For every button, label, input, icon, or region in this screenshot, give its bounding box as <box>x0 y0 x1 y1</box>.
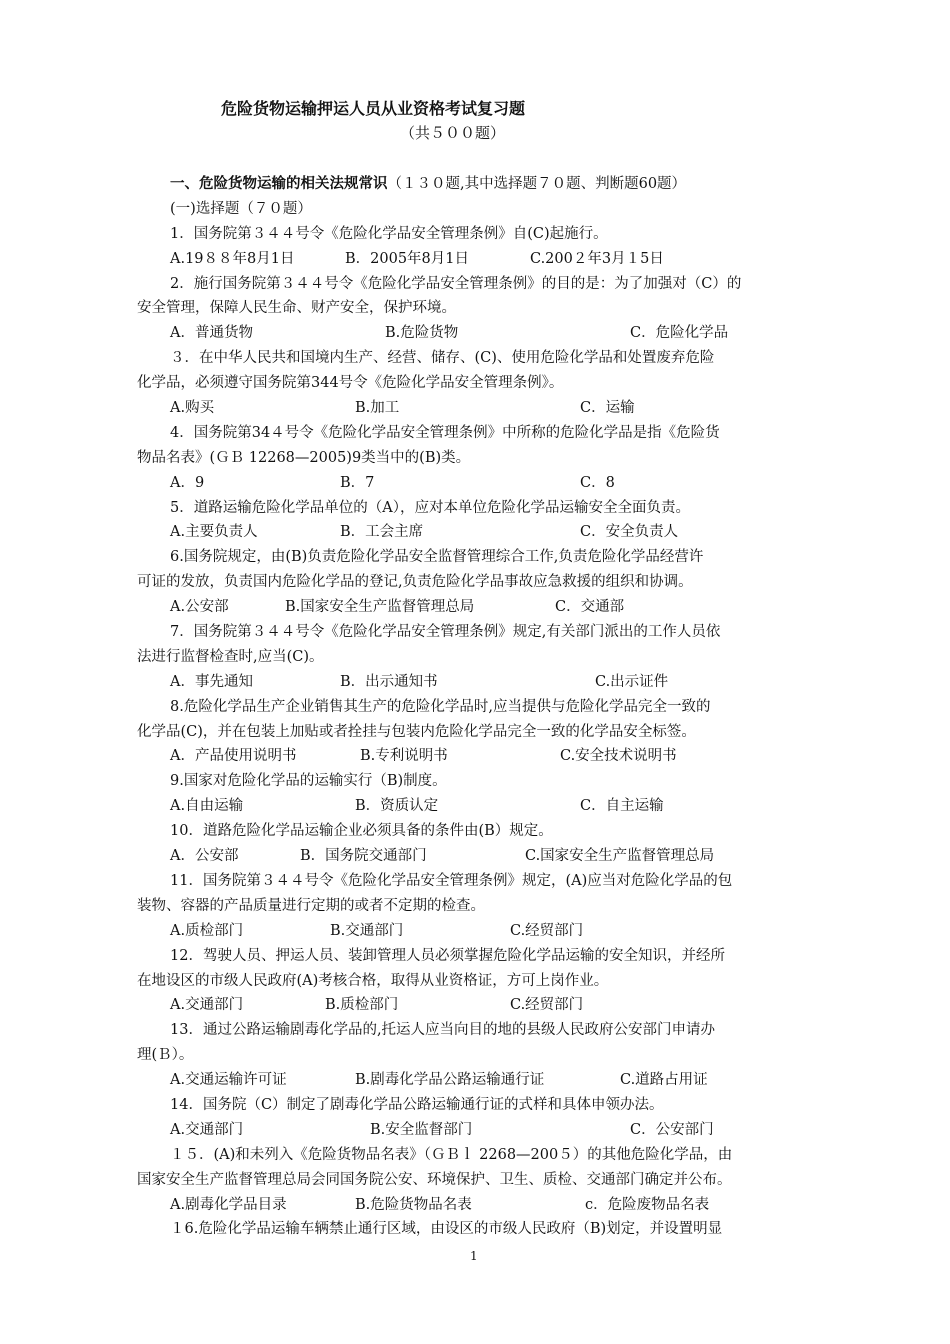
answer-option: A.交通部门 <box>170 997 244 1014</box>
answer-option: C．公安部门 <box>630 1121 714 1138</box>
answer-option: C．自主运输 <box>580 798 664 815</box>
answer-option: B．资质认定 <box>355 798 439 815</box>
question-text: 10．道路危险化学品运输企业必须具备的条件由(B）规定。 <box>170 823 553 840</box>
answer-option: C．交通部 <box>555 599 625 616</box>
question-text-continued: 化学品，必须遵守国务院第344号令《危险化学品安全管理条例》。 <box>137 375 564 392</box>
answer-option: A.主要负责人 <box>170 524 258 541</box>
answer-option: A．公安部 <box>170 848 239 865</box>
question-text: 12．驾驶人员、押运人员、装卸管理人员必须掌握危险化学品运输的安全知识，并经所 <box>170 947 725 964</box>
answer-options <box>137 471 817 496</box>
answer-option: B．出示通知书 <box>340 673 438 690</box>
question-text-continued: 可证的发放，负责国内危险化学品的登记,负责危险化学品事故应急救援的组织和协调。 <box>137 574 693 591</box>
answer-option: A．9 <box>170 474 205 491</box>
question-text-continued: 装物、容器的产品质量进行定期的或者不定期的检查。 <box>137 897 485 914</box>
answer-option: A．事先通知 <box>170 673 253 690</box>
answer-option: B．工会主席 <box>340 524 424 541</box>
answer-option: C.200２年3月１5日 <box>530 250 664 267</box>
question-text: 9.国家对危险化学品的运输实行（B)制度。 <box>170 773 447 790</box>
question-text: 4．国务院第34４号令《危险化学品安全管理条例》中所称的危险化学品是指《危险货 <box>170 424 720 441</box>
answer-option: B．国务院交通部门 <box>300 848 427 865</box>
answer-option: B.剧毒化学品公路运输通行证 <box>355 1072 545 1089</box>
answer-option: A．产品使用说明书 <box>170 748 297 765</box>
answer-options <box>137 520 817 545</box>
answer-options <box>137 1118 817 1143</box>
answer-option: C．8 <box>580 474 615 491</box>
answer-option: A.交通运输许可证 <box>170 1072 287 1089</box>
answer-option: B.加工 <box>355 400 400 417</box>
question-text: 6.国务院规定，由(B)负责危险化学品安全监督管理综合工作,负责危险化学品经营许 <box>170 549 704 566</box>
question-text: １6.危险化学品运输车辆禁止通行区域，由设区的市级人民政府（B)划定，并设置明显 <box>170 1221 723 1238</box>
document-title: 危险货物运输押运人员从业资格考试复习题 <box>221 99 526 118</box>
answer-options <box>137 844 817 869</box>
document-subtitle: （共５００题） <box>400 124 506 142</box>
question-text-continued: 理(Ｂ）。 <box>137 1047 194 1064</box>
question-text-continued: 法进行监督检查时,应当(C)。 <box>137 648 324 665</box>
answer-option: B.交通部门 <box>330 922 404 939</box>
answer-options <box>137 321 817 346</box>
answer-option: C．安全负责人 <box>580 524 679 541</box>
answer-options <box>137 744 817 769</box>
question-text-continued: 物品名表》(ＧＢ 12268—2005)9类当中的(B)类。 <box>137 449 471 466</box>
answer-option: A.自由运输 <box>170 798 244 815</box>
question-text-continued: 化学品(C)，并在包装上加贴或者拴挂与包装内危险化学品完全一致的化学品安全标签。 <box>137 723 696 740</box>
answer-option: C.道路占用证 <box>620 1072 708 1089</box>
question-text: ３．在中华人民共和国境内生产、经营、储存、(C)、使用危险化学品和处置废弃危险 <box>170 350 715 367</box>
answer-option: B．7 <box>340 474 375 491</box>
answer-option: B.质检部门 <box>325 997 399 1014</box>
answer-option: C.出示证件 <box>595 673 669 690</box>
page-number: 1 <box>470 1249 478 1263</box>
document-body <box>137 172 817 1242</box>
answer-option: C.经贸部门 <box>510 922 584 939</box>
question-text: １５．(A)和未列入《危险货物品名表》（ＧＢｌ 2268—200５）的其他危险化学品，由 <box>170 1146 733 1163</box>
answer-option: C.经贸部门 <box>510 997 584 1014</box>
section-title: 一、危险货物运输的相关法规常识 <box>170 176 388 192</box>
question-text: 13．通过公路运输剧毒化学品的,托运人应当向目的地的县级人民政府公安部门申请办 <box>170 1022 716 1039</box>
answer-option: A.购买 <box>170 400 215 417</box>
question-text-continued: 在地设区的市级人民政府(A)考核合格，取得从业资格证，方可上岗作业。 <box>137 972 609 989</box>
section-heading <box>137 172 817 197</box>
answer-options <box>137 794 817 819</box>
answer-options <box>137 919 817 944</box>
question-text: 14．国务院（C）制定了剧毒化学品公路运输通行证的式样和具体申领办法。 <box>170 1096 664 1113</box>
answer-option: A.公安部 <box>170 599 229 616</box>
answer-option: A.交通部门 <box>170 1121 244 1138</box>
answer-option: B.危险货物 <box>385 325 459 342</box>
question-text: 1．国务院第３４４号令《危险化学品安全管理条例》自(C)起施行。 <box>170 225 608 242</box>
question-text: 7．国务院第３４４号令《危险化学品安全管理条例》规定,有关部门派出的工作人员依 <box>170 624 721 641</box>
question-text: 2．施行国务院第３４４号令《危险化学品安全管理条例》的目的是：为了加强对（C）的 <box>170 275 742 292</box>
answer-option: A．普通货物 <box>170 325 253 342</box>
answer-options <box>137 670 817 695</box>
answer-option: B.专利说明书 <box>360 748 448 765</box>
answer-option: B．2005年8月1日 <box>345 250 470 267</box>
answer-option: C．危险化学品 <box>630 325 729 342</box>
answer-option: C.安全技术说明书 <box>560 748 677 765</box>
question-text-continued: 安全管理，保障人民生命、财产安全，保护环境。 <box>137 300 456 317</box>
question-text: 8.危险化学品生产企业销售其生产的危险化学品时,应当提供与危险化学品完全一致的 <box>170 698 711 715</box>
answer-options <box>137 396 817 421</box>
answer-option: A.质检部门 <box>170 922 244 939</box>
answer-option: A.19８８年8月1日 <box>170 250 295 267</box>
answer-option: A.剧毒化学品目录 <box>170 1196 287 1213</box>
answer-option: B.国家安全生产监督管理总局 <box>285 599 475 616</box>
question-text-continued: 国家安全生产监督管理总局会同国务院公安、环境保护、卫生、质检、交通部门确定并公布。 <box>137 1171 732 1188</box>
answer-option: C．运输 <box>580 400 635 417</box>
answer-options <box>137 1068 817 1093</box>
answer-options <box>137 247 817 272</box>
answer-option: C.国家安全生产监督管理总局 <box>525 848 715 865</box>
answer-options <box>137 993 817 1018</box>
section-note: （１３０题,其中选择题７０题、判断题60题） <box>387 176 687 192</box>
answer-option: B.危险货物品名表 <box>355 1196 472 1213</box>
answer-option: B.安全监督部门 <box>370 1121 473 1138</box>
answer-options <box>137 595 817 620</box>
answer-option: c．危险废物品名表 <box>585 1196 710 1213</box>
answer-options <box>137 1193 817 1218</box>
subsection-heading: (一)选择题（７０题） <box>170 200 312 217</box>
question-text: 11．国务院第３４４号令《危险化学品安全管理条例》规定，(A)应当对危险化学品的包 <box>170 872 733 889</box>
question-text: 5．道路运输危险化学品单位的（A），应对本单位危险化学品运输安全全面负责。 <box>170 499 690 516</box>
question-list <box>137 222 817 1243</box>
